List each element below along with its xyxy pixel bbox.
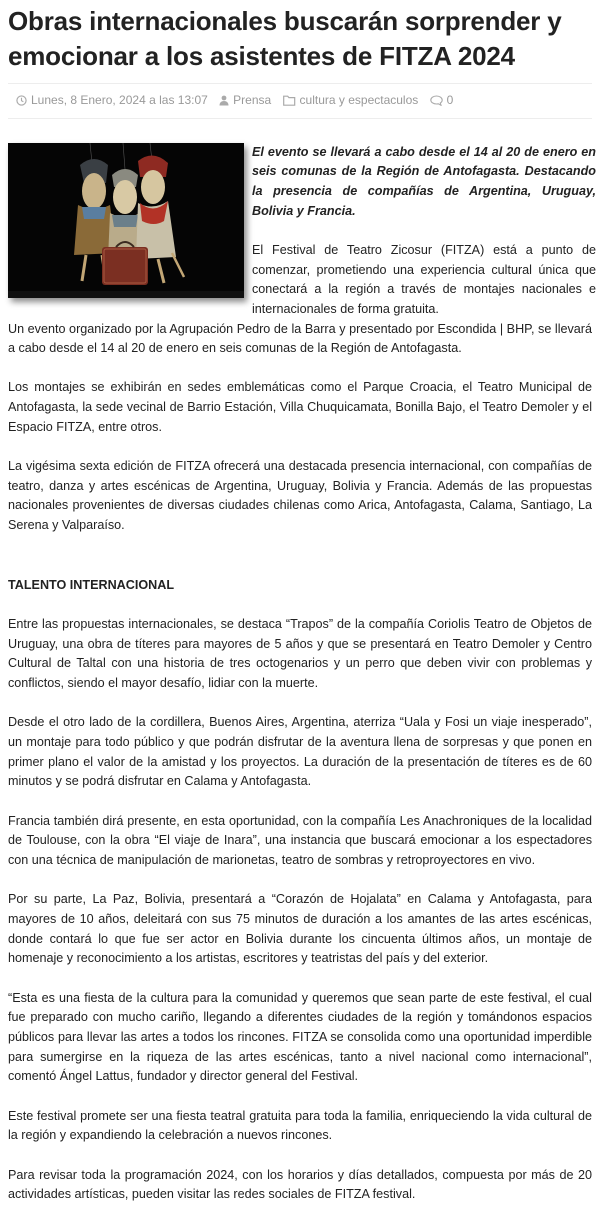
user-icon — [219, 95, 229, 106]
clock-icon — [16, 95, 27, 106]
paragraph: Desde el otro lado de la cordillera, Buenos Aires, Argentina, aterriza “Uala y Fosi un viaje inesperado”, un montaje para todo público y que podrán disfrutar de la aventura llena de sorpresas y que ponen en primer plano el valor de la amistad y los proyectos. La duración de la presentación de títeres es de 60 minutos y se podrá disfrutar en Calama y Antofagasta. — [8, 715, 592, 789]
meta-date-text: Lunes, 8 Enero, 2024 a las 13:07 — [31, 93, 208, 107]
paragraph: Para revisar toda la programación 2024, con los horarios y días detallados, compuesta por más de 20 actividades artísticas, pueden visitar las redes sociales de FITZA festival. — [8, 1167, 592, 1202]
comment-icon — [430, 95, 443, 106]
meta-author-text: Prensa — [233, 93, 272, 107]
meta-category[interactable] — [283, 92, 419, 108]
paragraph: La vigésima sexta edición de FITZA ofrecerá una destacada presencia internacional, con compañías de teatro, danza y artes escénicas de Argentina, Uruguay, Bolivia y Francia. Además de las propuestas nacionales provenientes de diversas ciudades chilenas como Arica, Antofagasta, Calama, Santiago, La Serena y Valparaíso. — [8, 459, 592, 533]
meta-category-text: cultura y espectaculos — [299, 93, 419, 107]
paragraph: Por su parte, La Paz, Bolivia, presentará a “Corazón de Hojalata” en Calama y Antofagasta, para mayores de 10 años, deleitará con sus 75 minutos de duración a los amantes de las artes escénicas, donde contará lo que fue ser actor en Bolivia durante los cincuenta últimos años, un montaje de homenaje y reconocimiento a los artistas, escritores y teatristas del país y del exterior. — [8, 892, 592, 966]
meta-comments[interactable] — [430, 92, 454, 108]
paragraph: Un evento organizado por la Agrupación Pedro de la Barra y presentado por Escondida | BHP, se llevará a cabo desde el 14 al 20 de enero en seis comunas de la Región de Antofagasta. — [8, 321, 592, 356]
paragraph: Francia también dirá presente, en esta oportunidad, con la compañía Les Anachroniques de la localidad de Toulouse, con la obra “El viaje de Inara”, una instancia que buscará emocionar a los espectadores con una técnica de manipulación de marionetas, teatro de sombras y retroproyectores en vivo. — [8, 813, 592, 868]
meta-comments-count: 0 — [446, 93, 454, 107]
article-meta — [8, 83, 592, 119]
paragraph: Entre las propuestas internacionales, se destaca “Trapos” de la compañía Coriolis Teatro de Objetos de Uruguay, una obra de títeres para mayores de 5 años y que se presentará en Teatro Demoler y Centro Cultural de Taltal con una historia de tres octogenarios y un perro que deben vivir con problemas y conflictos, siendo el mayor desafío, lidiar con la muerte. — [8, 617, 592, 691]
paragraph: Este festival promete ser una fiesta teatral gratuita para toda la familia, enriqueciendo la vida cultural de la región y expandiendo la celebración a nuevos rincones. — [8, 1108, 592, 1143]
meta-author[interactable] — [219, 92, 271, 108]
article-intro — [8, 143, 596, 320]
meta-date — [16, 92, 208, 108]
paragraph: Los montajes se exhibirán en sedes emblemáticas como el Parque Croacia, el Teatro Municipal de Antofagasta, la sede vecinal de Barrio Estación, Villa Chuquicamata, Bonilla Bajo, el Teatro Demoler y el Espacio FITZA, entre otros. — [8, 380, 592, 434]
article-photo — [8, 143, 244, 298]
folder-icon — [283, 95, 296, 106]
article-lead: El evento se llevará a cabo desde el 14 al 20 de enero en seis comunas de la Región de Antofagasta. Destacando la presencia de compañías de Argentina, Uruguay, Bolivia y Francia. — [252, 144, 596, 218]
intro-text — [252, 143, 596, 320]
article-title: Obras internacionales buscarán sorprender y emocionar a los asistentes de FITZA 2024 — [8, 6, 562, 71]
paragraph: “Esta es una fiesta de la cultura para la comunidad y queremos que sean parte de este festival, el cual fue preparado con mucho cariño, llegando a diferentes ciudades de la región y tomándonos espacios públicos para llevar las artes a todos los rincones. FITZA se consolida como una oportunidad imperdible para sumergirse en la riqueza de las artes escénicas, tanto a nivel nacional como internacional”, comentó Ángel Lattus, fundador y director general del Festival. — [8, 990, 592, 1084]
section-heading: TALENTO INTERNACIONAL — [8, 577, 175, 592]
article-intro-paragraph: El Festival de Teatro Zicosur (FITZA) está a punto de comenzar, prometiendo una experiencia cultural única que conectará a la región a través de montajes nacionales e internacionales de forma gratuita. — [252, 242, 596, 316]
